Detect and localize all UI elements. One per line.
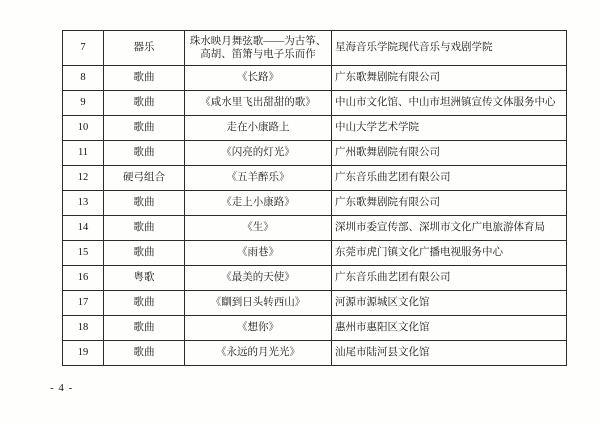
row-title-line2: 高胡、笛箫与电子乐而作 <box>200 49 316 60</box>
row-number: 7 <box>63 31 104 66</box>
row-organization: 中山大学艺术学院 <box>332 116 567 141</box>
row-category: 歌曲 <box>104 91 185 116</box>
row-title: 《五羊醉乐》 <box>185 166 332 191</box>
row-number: 12 <box>63 166 104 191</box>
row-number: 19 <box>63 341 104 366</box>
row-organization: 东莞市虎门镇文化广播电视服务中心 <box>332 241 567 266</box>
row-category: 器乐 <box>104 31 185 66</box>
row-category: 歌曲 <box>104 116 185 141</box>
row-organization: 广东歌舞剧院有限公司 <box>332 66 567 91</box>
row-organization: 河源市源城区文化馆 <box>332 291 567 316</box>
row-number: 10 <box>63 116 104 141</box>
table-row <box>63 316 567 341</box>
row-title: 《雨巷》 <box>185 241 332 266</box>
row-title <box>185 31 332 66</box>
row-number: 16 <box>63 266 104 291</box>
row-title: 《走上小康路》 <box>185 191 332 216</box>
row-organization: 中山市文化馆、中山市坦洲镇宣传文体服务中心 <box>332 91 567 116</box>
row-title: 《最美的天使》 <box>185 266 332 291</box>
row-category: 歌曲 <box>104 316 185 341</box>
table-body <box>63 31 567 366</box>
row-number: 8 <box>63 66 104 91</box>
row-title: 《咸水里飞出甜甜的歌》 <box>185 91 332 116</box>
page-number: - 4 - <box>50 382 74 394</box>
row-title: 《闪亮的灯光》 <box>185 141 332 166</box>
row-organization: 汕尾市陆河县文化馆 <box>332 341 567 366</box>
row-number: 18 <box>63 316 104 341</box>
row-title: 走在小康路上 <box>185 116 332 141</box>
works-table <box>62 30 567 366</box>
row-number: 17 <box>63 291 104 316</box>
row-title: 《永远的月光光》 <box>185 341 332 366</box>
table-row <box>63 266 567 291</box>
row-number: 15 <box>63 241 104 266</box>
row-organization: 广东音乐曲艺团有限公司 <box>332 266 567 291</box>
row-title: 《长路》 <box>185 66 332 91</box>
row-category: 歌曲 <box>104 141 185 166</box>
table-row <box>63 66 567 91</box>
row-title: 《瞓到日头转西山》 <box>185 291 332 316</box>
row-number: 11 <box>63 141 104 166</box>
row-organization: 星海音乐学院现代音乐与戏剧学院 <box>332 31 567 66</box>
table-row <box>63 166 567 191</box>
row-category: 歌曲 <box>104 216 185 241</box>
row-category: 歌曲 <box>104 291 185 316</box>
row-organization: 广东音乐曲艺团有限公司 <box>332 166 567 191</box>
row-number: 9 <box>63 91 104 116</box>
row-organization: 广东歌舞剧院有限公司 <box>332 191 567 216</box>
table-row <box>63 116 567 141</box>
row-number: 14 <box>63 216 104 241</box>
table-row <box>63 291 567 316</box>
row-organization: 深圳市委宣传部、深圳市文化广电旅游体育局 <box>332 216 567 241</box>
table-row <box>63 91 567 116</box>
table-row <box>63 241 567 266</box>
row-title-line1: 珠水映月舞弦歌——为古筝、 <box>189 35 327 47</box>
row-title: 《想你》 <box>185 316 332 341</box>
row-category: 歌曲 <box>104 66 185 91</box>
table-row <box>63 341 567 366</box>
table-row <box>63 191 567 216</box>
row-title: 《生》 <box>185 216 332 241</box>
row-category: 粤歌 <box>104 266 185 291</box>
row-category: 歌曲 <box>104 191 185 216</box>
row-number: 13 <box>63 191 104 216</box>
row-category: 歌曲 <box>104 341 185 366</box>
table-row <box>63 216 567 241</box>
row-organization: 惠州市惠阳区文化馆 <box>332 316 567 341</box>
table-row <box>63 31 567 66</box>
table-row <box>63 141 567 166</box>
row-organization: 广州歌舞剧院有限公司 <box>332 141 567 166</box>
row-category: 硬弓组合 <box>104 166 185 191</box>
row-category: 歌曲 <box>104 241 185 266</box>
